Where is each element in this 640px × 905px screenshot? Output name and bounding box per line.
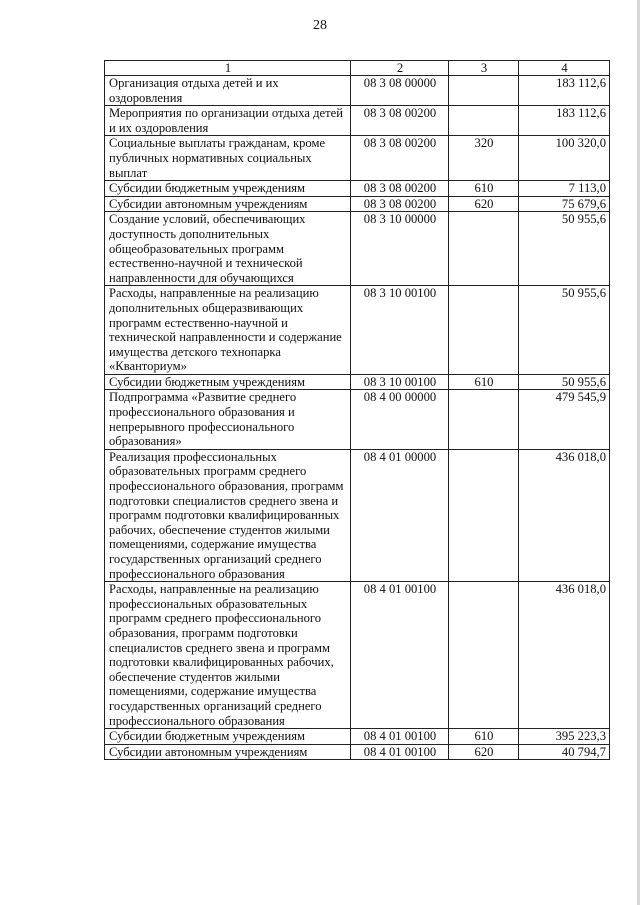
table-body (105, 76, 610, 760)
row-expense-type-cell (449, 582, 519, 729)
row-name-cell: Субсидии бюджетным учреждениям (105, 374, 351, 390)
row-expense-type-cell: 610 (449, 374, 519, 390)
row-sum-cell: 183 112,6 (519, 76, 610, 106)
row-code-cell: 08 4 01 00100 (351, 744, 449, 760)
table-row (105, 449, 610, 581)
row-code-cell: 08 3 08 00200 (351, 106, 449, 136)
table-row (105, 76, 610, 106)
table-row (105, 106, 610, 136)
row-expense-type-cell (449, 449, 519, 581)
budget-table (104, 60, 610, 760)
table-row (105, 374, 610, 390)
row-sum-cell: 50 955,6 (519, 212, 610, 286)
row-expense-type-cell: 610 (449, 729, 519, 745)
row-code-cell: 08 4 01 00100 (351, 582, 449, 729)
table-row (105, 390, 610, 449)
column-header-sum: 4 (519, 61, 610, 76)
table-row (105, 729, 610, 745)
row-sum-cell: 50 955,6 (519, 374, 610, 390)
row-sum-cell: 395 223,3 (519, 729, 610, 745)
row-name-cell: Мероприятия по организации отдыха детей и их оздоровления (105, 106, 351, 136)
row-expense-type-cell (449, 212, 519, 286)
column-header-code: 2 (351, 61, 449, 76)
row-sum-cell: 479 545,9 (519, 390, 610, 449)
row-expense-type-cell: 620 (449, 196, 519, 212)
row-name-cell: Субсидии автономным учреждениям (105, 744, 351, 760)
row-name-cell: Субсидии бюджетным учреждениям (105, 181, 351, 197)
row-name-cell: Субсидии бюджетным учреждениям (105, 729, 351, 745)
page-number: 28 (313, 18, 327, 33)
table-header-row (105, 61, 610, 76)
row-expense-type-cell (449, 286, 519, 375)
row-sum-cell: 50 955,6 (519, 286, 610, 375)
column-header-expense-type: 3 (449, 61, 519, 76)
table-row (105, 136, 610, 181)
row-code-cell: 08 3 08 00200 (351, 181, 449, 197)
row-sum-cell: 75 679,6 (519, 196, 610, 212)
row-sum-cell: 40 794,7 (519, 744, 610, 760)
row-code-cell: 08 4 01 00000 (351, 449, 449, 581)
row-name-cell: Создание условий, обеспечивающих доступность дополнительных общеобразовательных программ естественно-научной и технической направленности для обучающихся (105, 212, 351, 286)
column-header-name: 1 (105, 61, 351, 76)
table-row (105, 196, 610, 212)
row-code-cell: 08 3 08 00200 (351, 196, 449, 212)
row-expense-type-cell (449, 106, 519, 136)
row-code-cell: 08 3 08 00200 (351, 136, 449, 181)
row-sum-cell: 436 018,0 (519, 449, 610, 581)
row-expense-type-cell: 320 (449, 136, 519, 181)
row-expense-type-cell (449, 390, 519, 449)
row-name-cell: Реализация профессиональных образовательных программ среднего профессионального образования, программ подготовки специалистов среднего звена и программ подготовки квалифицированных рабочих, обеспечение студентов жилыми помещениями, содержание имущества государственных организаций среднего профессионального образования (105, 449, 351, 581)
row-sum-cell: 100 320,0 (519, 136, 610, 181)
row-code-cell: 08 4 00 00000 (351, 390, 449, 449)
row-sum-cell: 7 113,0 (519, 181, 610, 197)
row-code-cell: 08 3 10 00100 (351, 374, 449, 390)
row-expense-type-cell: 610 (449, 181, 519, 197)
table-row (105, 582, 610, 729)
row-name-cell: Социальные выплаты гражданам, кроме публичных нормативных социальных выплат (105, 136, 351, 181)
row-code-cell: 08 3 08 00000 (351, 76, 449, 106)
row-code-cell: 08 4 01 00100 (351, 729, 449, 745)
table-row (105, 212, 610, 286)
row-code-cell: 08 3 10 00000 (351, 212, 449, 286)
row-expense-type-cell: 620 (449, 744, 519, 760)
row-sum-cell: 436 018,0 (519, 582, 610, 729)
row-name-cell: Расходы, направленные на реализацию профессиональных образовательных программ среднего профессионального образования, программ подготовки специалистов среднего звена и программ подготовки квалифицированных рабочих, обеспечение студентов жилыми помещениями, содержание имущества государственных организаций среднего профессионального образования (105, 582, 351, 729)
row-name-cell: Субсидии автономным учреждениям (105, 196, 351, 212)
table-row (105, 286, 610, 375)
row-expense-type-cell (449, 76, 519, 106)
row-name-cell: Расходы, направленные на реализацию дополнительных общеразвивающих программ естественно-научной и технической направленности и содержание имущества детского технопарка «Кванториум» (105, 286, 351, 375)
table-row (105, 181, 610, 197)
row-name-cell: Подпрограмма «Развитие среднего профессионального образования и непрерывного профессионального образования» (105, 390, 351, 449)
table-row (105, 744, 610, 760)
row-name-cell: Организация отдыха детей и их оздоровления (105, 76, 351, 106)
row-code-cell: 08 3 10 00100 (351, 286, 449, 375)
row-sum-cell: 183 112,6 (519, 106, 610, 136)
